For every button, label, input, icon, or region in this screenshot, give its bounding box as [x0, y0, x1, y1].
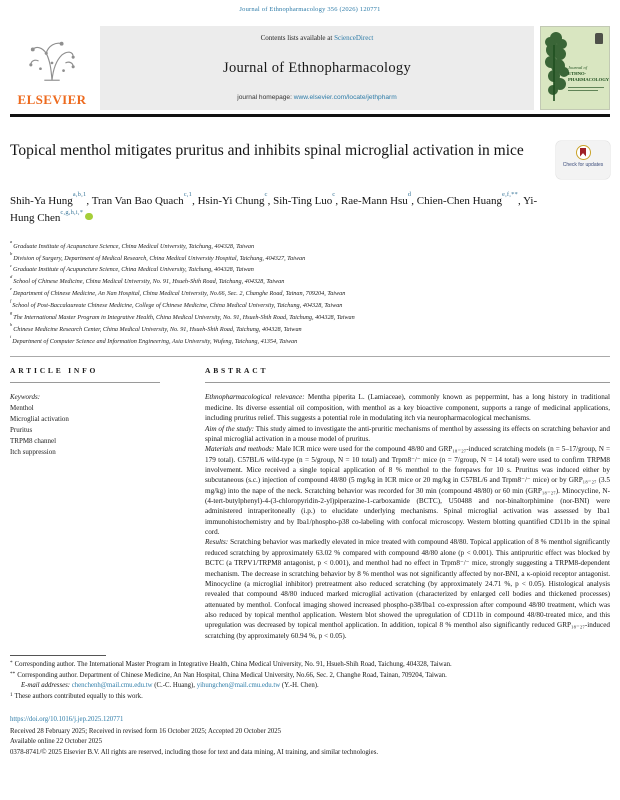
- abstract-paragraph: Aim of the study: This study aimed to investigate the anti-pruritic mechanisms of menthol by assessing its effects on scratching behavior and spinal microglial activation in a mouse model of pruritus.: [205, 424, 610, 443]
- journal-title: Journal of Ethnopharmacology: [223, 59, 411, 76]
- abstract-paragraph: Results: Scratching behavior was markedly elevated in mice treated with compound 48/80. Topical application of 8 % menthol significantly reduced scratching by approximately 63.02 % compared with compound 48/80 alone (p < 0.001). This antipruritic effect was blocked by BCTC (a TRPV1/TRPM8 antagonist, p < 0.001), and menthol had no effect in Trpm8⁻/⁻ mice, strongly suggesting a TRPM8-dependent mechanism. The decrease in scratching behavior by 8 % menthol was not significantly affected by nor-BNI, a κ-opioid receptor antagonist. Minocycline (a microglial inhibitor) pretreatment also reduced scratching (by approximately 24.71 %, p < 0.05). Histological analysis revealed that compound 48/80 induced marked microglial activation (characterized by enlarged cell bodies and thickened processes) attenuated by menthol. Confocal imaging showed increased phospho-p38/Iba1 co-expression after compound 48/80 treatment, which was also reduced by topical menthol application. Western blot showed the upregulation of CD11b in compound 48/80-treated mice, and this upregulation was decreased by topical menthol application. In addition, topical 8 % menthol also significantly reduced GRP₁₈₋₂₇-induced scratching (by approximately 60.94 %, p < 0.05).: [205, 538, 610, 640]
- cover-rule: [568, 87, 604, 88]
- check-updates-bookmark-icon: [580, 148, 586, 157]
- author-affiliation-sup: c: [332, 190, 336, 198]
- email-addresses-line: E-mail addresses: chenchenh@mail.cmu.edu.tw (C.-C. Huang), yihungchen@mail.cmu.edu.tw (Y.-H. Chen).: [21, 682, 319, 690]
- abstract-section-label: Results:: [205, 538, 229, 547]
- abstract-body: [205, 392, 610, 641]
- article-info-rule: [10, 382, 160, 383]
- affiliation-line: $^f$School of Post-Baccalaureate Chinese Medicine, College of Chinese Medicine, China Medical University, Taichung, 404328, Taiwan: [10, 298, 343, 310]
- cover-tree-trunk: [553, 45, 555, 101]
- journal-cover-thumbnail: [540, 26, 610, 110]
- author-name: Rae-Mann Hsu$^d$,: [340, 190, 417, 207]
- author-name: Sih-Ting Luo$^c$,: [273, 190, 341, 207]
- article-meta-block: [10, 715, 610, 758]
- email-link-huang[interactable]: chenchenh@mail.cmu.edu.tw: [71, 682, 153, 690]
- contents-line: Contents lists available at ScienceDirect: [260, 34, 374, 42]
- affiliation-sup: e: [10, 286, 12, 292]
- doi-link[interactable]: https://doi.org/10.1016/j.jep.2025.120771: [10, 716, 124, 724]
- article-info-heading: ARTICLE INFO: [10, 366, 99, 376]
- affiliation-line: $^c$Graduate Institute of Acupuncture Science, China Medical University, Taichung, 404328, Taiwan: [10, 262, 254, 274]
- author-affiliation-sup: c: [264, 190, 268, 198]
- author-name: Shih-Ya Hung$^{a,b,1}$,: [10, 190, 92, 207]
- affiliation-line: $^h$Chinese Medicine Research Center, China Medical University, No. 91, Hsueh-Shih Road, Taichung, 404328, Taiwan: [10, 321, 302, 333]
- abstract-column: [205, 366, 610, 641]
- section-divider: [10, 356, 610, 357]
- author-affiliation-sup: e,f,**: [501, 190, 518, 198]
- elsevier-tree-icon: [23, 36, 81, 91]
- keyword: Menthol: [10, 404, 34, 413]
- available-online-line: Available online 22 October 2025: [10, 738, 102, 746]
- abstract-rule: [205, 382, 610, 383]
- author-name: Chien-Chen Huang$^{e,f,**}$,: [416, 190, 524, 207]
- affiliation-sup: c: [10, 262, 12, 268]
- abstract-section-label: Aim of the study:: [205, 424, 255, 433]
- affiliation-line: $^i$Department of Computer Science and Information Engineering, Asia University, Wufeng, Taichung, 41354, Taiwan: [10, 333, 298, 345]
- journal-header: [10, 26, 610, 110]
- affiliation-line: $^b$Division of Surgery, Department of Medical Research, China Medical University Hospital, Taichung, 404327, Taiwan: [10, 250, 306, 262]
- abstract-heading: ABSTRACT: [205, 366, 269, 376]
- affiliation-sup: f: [10, 298, 12, 304]
- elsevier-wordmark: ELSEVIER: [17, 92, 87, 107]
- keyword: Pruritus: [10, 425, 33, 434]
- orcid-icon[interactable]: [85, 213, 93, 221]
- author-affiliation-sup: a,b,1: [72, 190, 87, 198]
- footnotes-block: [10, 660, 610, 702]
- cover-title: Journal of ETHNO- PHARMACOLOGY: [568, 65, 610, 82]
- received-dates-line: Received 28 February 2025; Received in revised form 16 October 2025; Accepted 20 October 2025: [10, 727, 282, 735]
- author-name: Yi-Hung Chen$^{c,g,h,i,*}$: [10, 194, 538, 225]
- email-link-chen[interactable]: yihungchen@mail.cmu.edu.tw: [196, 682, 281, 690]
- keywords-block: [10, 392, 168, 457]
- abstract-paragraph: Ethnopharmacological relevance: Mentha piperita L. (Lamiaceae), commonly known as peppermint, has a long history in traditional medicine. Its diverse essential oil composition, with menthol as a key bioactive component, supports a range of medicinal applications, including pruritus relief. This suggests a potential role in modulating itch via neuropharmacological mechanisms.: [205, 393, 610, 423]
- cover-figure-icon: [595, 33, 603, 44]
- article-info-column: [10, 366, 168, 457]
- abstract-section-label: Ethnopharmacological relevance:: [205, 393, 305, 402]
- sciencedirect-link[interactable]: ScienceDirect: [334, 34, 374, 42]
- cover-rule: [568, 90, 598, 91]
- abstract-section-label: Materials and methods:: [205, 445, 275, 454]
- affiliation-sup: b: [10, 250, 13, 256]
- keyword: Itch suppression: [10, 447, 56, 456]
- keyword: TRPM8 channel: [10, 436, 57, 445]
- check-for-updates-label: Check for updates: [562, 161, 604, 168]
- affiliation-line: $^a$Graduate Institute of Acupuncture Science, China Medical University, Taichung, 404328, Taiwan: [10, 238, 255, 250]
- affiliation-sup: g: [10, 310, 13, 316]
- abstract-paragraph: Materials and methods: Male ICR mice were used for the compound 48/80 and GRP₁₈₋₂₇-induced scratching models (n = 5–17/group, N = 179 total). C57BL/6 wild-type (n = 5/group, N = 10 total) and Trpm8⁻/⁻ mice (n = 7/group, N = 14 total) were used to confirm TRPM8 involvement. Mice received a single topical application of 8 % menthol to the forepaws for 10 s. Pruritus was induced either by subcutaneous (s.c.) injection of compound 48/80 (5 mg/kg in ICR mice or 20 mg/kg in C57BL/6 and Trpm8⁻/⁻ mice) or by GRP₁₈₋₂₇ (3.5 mg/kg) into the nape of the neck. Scratching behavior was recorded for 30 min (compound 48/80) or 60 min (GRP₁₈₋₂₇). Minocycline, N-(4-tert-butylphenyl)-4-(3-chloropyridin-2-yl)piperazine-1-carboxamide (BCTC), U50488 and nor-binaltorphimine (nor-BNI) were administered intraperitoneally (i.p.) to elucidate underlying mechanisms. Spinal microglial activation was assessed by Iba1 immunohistochemistry and by Iba1/phospho-p38 co-labeling with confocal microscopy. Western blotting quantified CD11b in the spinal cord.: [205, 445, 610, 537]
- affiliation-list: [10, 240, 610, 347]
- affiliation-line: $^g$The International Master Program in Integrative Health, China Medical University, No. 91, Hsueh-Shih Road, Taichung, 404328, Taiwan: [10, 310, 355, 321]
- elsevier-logo: [10, 26, 94, 110]
- crossmark-circle-icon: [576, 145, 591, 160]
- author-name: Tran Van Bao Quach$^{c,1}$,: [91, 190, 198, 207]
- author-affiliation-sup: d: [407, 190, 412, 198]
- affiliation-sup: i: [10, 333, 12, 339]
- author-name: Hsin-Yi Chung$^c$,: [197, 190, 274, 207]
- corresponding-author-note: * Corresponding author. The International Master Program in Integrative Health, China Medical University, No. 91, Hsueh-Shih Road, Taichung, 404328, Taiwan.: [10, 659, 452, 669]
- affiliation-sup: h: [10, 321, 13, 327]
- keywords-label: Keywords:: [10, 393, 41, 402]
- journal-homepage-link[interactable]: www.elsevier.com/locate/jethpharm: [293, 94, 397, 101]
- check-for-updates-badge[interactable]: [556, 141, 610, 179]
- affiliation-sup: d: [10, 274, 13, 280]
- author-affiliation-sup: c,g,h,i,*: [60, 208, 84, 216]
- corresponding-author-note-2: ** Corresponding author. Department of Chinese Medicine, An Nan Hospital, China Medical University, No.66, Sec. 2, Changhe Road, Tainan, 709204, Taiwan.: [10, 670, 447, 679]
- equal-contribution-note: $^1$ These authors contributed equally to this work.: [10, 691, 143, 700]
- author-list: [10, 190, 540, 228]
- header-divider: [10, 114, 610, 117]
- author-affiliation-sup: c,1: [183, 190, 193, 198]
- homepage-line: journal homepage: www.elsevier.com/locate/jethpharm: [237, 94, 397, 101]
- keyword: Microglial activation: [10, 415, 69, 424]
- journal-banner: [100, 26, 534, 110]
- affiliation-sup: a: [10, 238, 13, 244]
- footnote-divider: [10, 655, 106, 656]
- article-title: Topical menthol mitigates pruritus and inhibits spinal microglial activation in mice: [10, 141, 524, 159]
- journal-citation: Journal of Ethnopharmacology 356 (2026) 120771: [239, 6, 381, 13]
- affiliation-line: $^e$Department of Chinese Medicine, An Nan Hospital, China Medical University, No.66, Sec. 2, Changhe Road, Tainan, 709204, Taiwan: [10, 286, 346, 298]
- copyright-line: 0378-8741/© 2025 Elsevier B.V. All rights are reserved, including those for text and data mining, AI training, and similar technologies.: [10, 748, 379, 756]
- affiliation-line: $^d$School of Chinese Medicine, China Medical University, No. 91, Hsueh-Shih Road, Taichung, 404328, Taiwan: [10, 274, 285, 286]
